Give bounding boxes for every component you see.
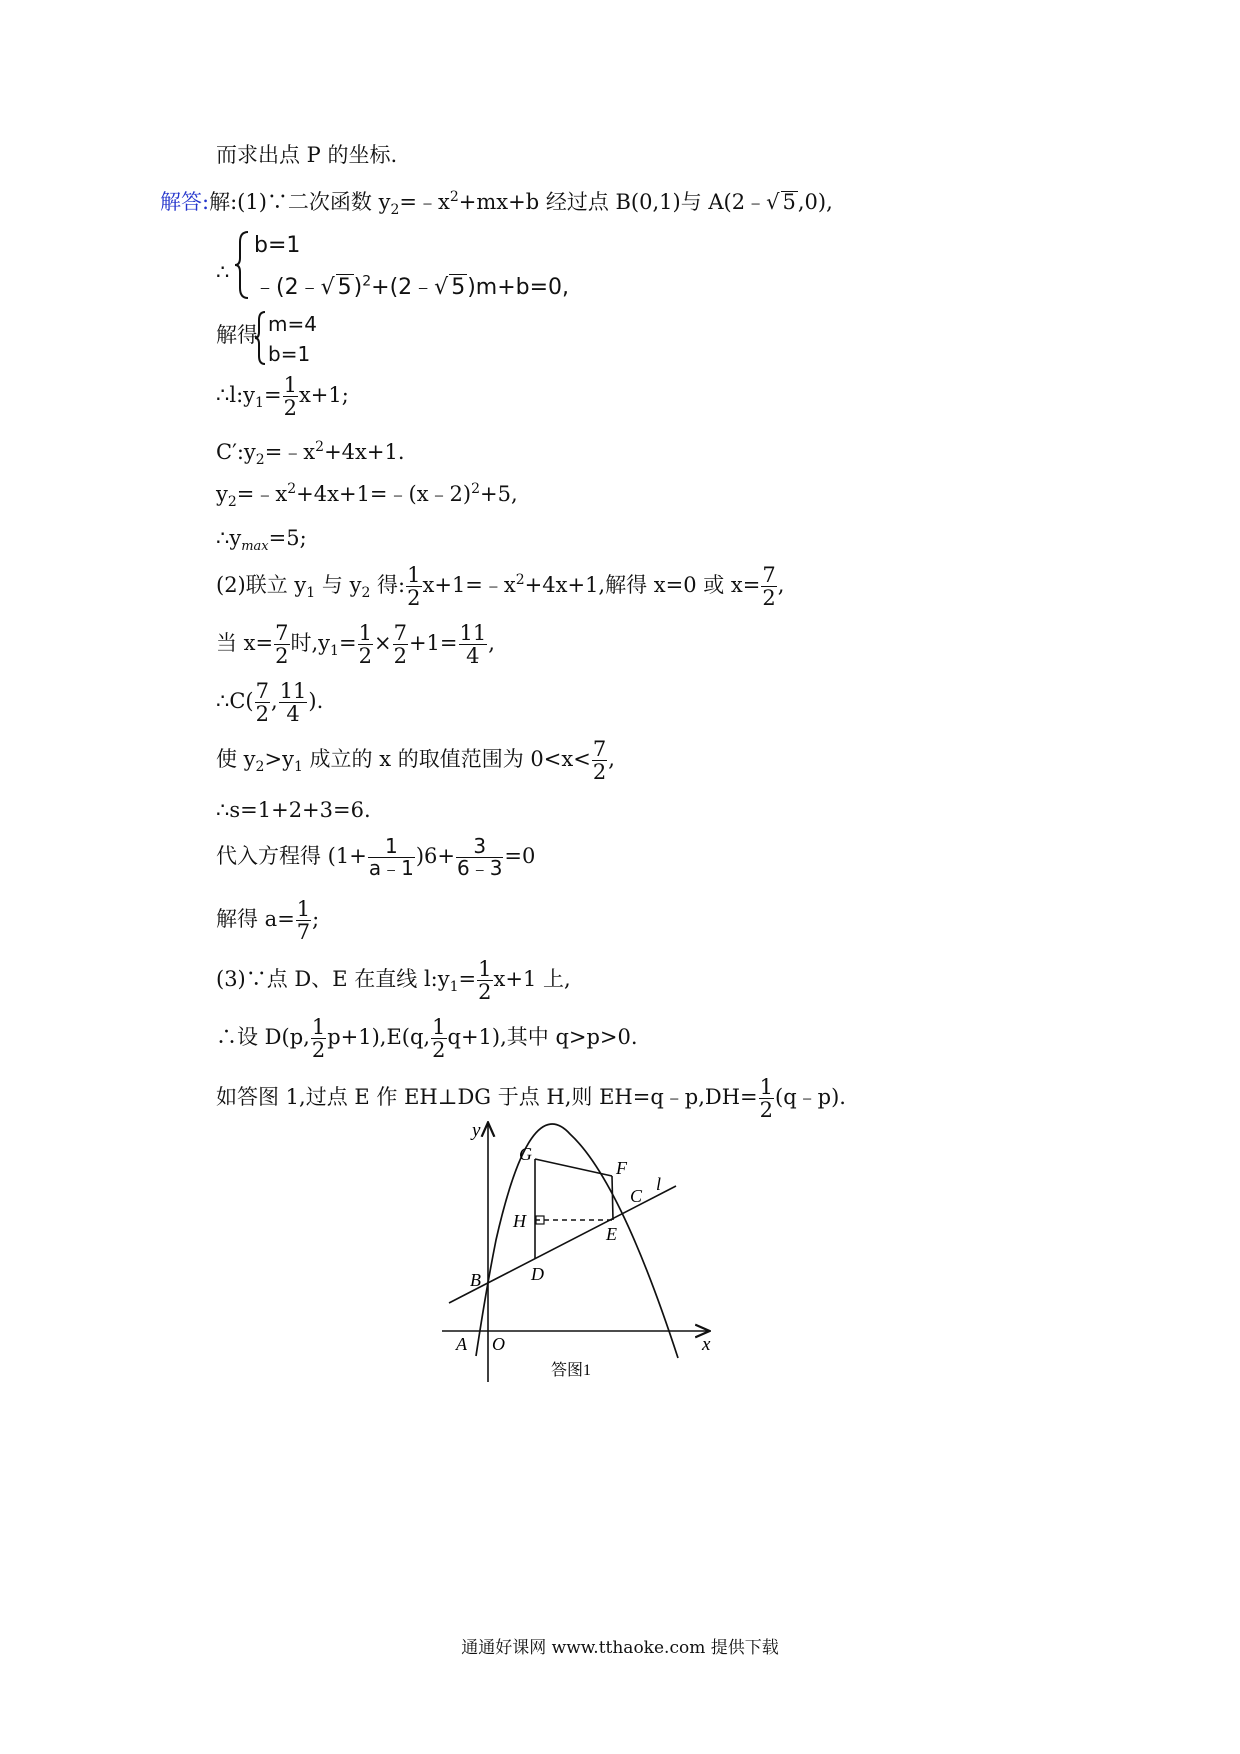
label-e: E xyxy=(606,1224,617,1244)
label-x: x xyxy=(702,1334,711,1355)
system-1-eq2: ﹣(2﹣√ 5)$^2$+(2﹣√ 5)m+b=0, xyxy=(254,273,570,300)
s-sum-line: ∴s=1+2+3=6. xyxy=(216,798,371,822)
answer-line-1: 解答:解:(1)∵二次函数 $y_2=﹣x^2+mx+b$ 经过点 B(0,1)与 A(2﹣√ 5,0), xyxy=(160,189,833,219)
parabola xyxy=(476,1124,678,1358)
eh-dh-line: 如答图 1,过点 E 作 EH⊥DG 于点 H,则 EH=q﹣p,DH= $\frac{1}{2}$ (q﹣p). xyxy=(216,1075,846,1123)
line-l-equation: $\therefore l:y_1=$ $\frac{1}{2}$ x+1; xyxy=(216,373,349,421)
label-d: D xyxy=(531,1264,544,1284)
answer-figure-1 xyxy=(430,1112,730,1388)
a-solution-line: 解得 a= $\frac{1}{7}$ ; xyxy=(216,897,320,945)
when-x-line: 当 x= $\frac{7}{2}$ 时$,y_1=$ $\frac{1}{2}$ × $\frac{7}{2}$ +1= $\frac{11}{4}$ , xyxy=(216,621,495,669)
label-a: A xyxy=(456,1334,467,1354)
label-h: H xyxy=(513,1211,526,1231)
set-de-line: ∴设 D(p, $\frac{1}{2}$ p+1),E(q, $\frac{1}{2}$ q+1),其中 q>p>0. xyxy=(216,1015,638,1063)
intro-line: 而求出点 P 的坐标. xyxy=(216,143,398,167)
label-o: O xyxy=(492,1334,505,1354)
therefore-1: ∴ xyxy=(216,260,230,284)
system-2-eq1: m=4 xyxy=(268,312,317,336)
curve-c-equation: $C':y_2=﹣x^2+4x+1$. xyxy=(216,439,405,469)
part-2-solve: (2)联立 $y_1$ 与 $y_2$ 得: $\frac{1}{2}$ $x+1=﹣x^2+4x+1$,解得 x=0 或 x= $\frac{7}{2}$ , xyxy=(216,563,785,611)
ymax-line: $\therefore y_{max}=5$; xyxy=(216,526,307,555)
answer-label: 解答: xyxy=(160,190,210,214)
system-1-eq1: b=1 xyxy=(254,233,301,258)
label-y: y xyxy=(472,1120,481,1141)
label-c: C xyxy=(630,1186,643,1206)
segment-gf xyxy=(535,1159,612,1176)
figure-caption: 答图1 xyxy=(551,1362,592,1379)
label-g: G xyxy=(519,1144,532,1164)
vertex-form: $y_2=﹣x^2+4x+1=﹣(x﹣2)^2+5$, xyxy=(216,481,518,511)
footer: 通通好课网 www.tthaoke.com 提供下载 xyxy=(461,1638,779,1658)
system-2-eq2: b=1 xyxy=(268,342,311,366)
segment-fe xyxy=(612,1176,613,1220)
solve-label: 解得 xyxy=(216,323,258,347)
brace-icon xyxy=(254,310,268,366)
label-f: F xyxy=(616,1158,627,1178)
substitute-line: 代入方程得 (1+ $\frac{1}{a﹣1}$ )6+ $\frac{3}{6﹣3}$ =0 xyxy=(216,834,536,880)
label-b: B xyxy=(470,1270,481,1290)
point-c-line: ∴C( $\frac{7}{2}$ , $\frac{11}{4}$ ). xyxy=(216,679,324,727)
range-line: 使 $y_2>y_1$ 成立的 x 的取值范围为 0<x< $\frac{7}{2}$ , xyxy=(216,737,615,785)
part-3-line: (3)∵点 D、E 在直线 $l:y_1=$ $\frac{1}{2}$ x+1 上, xyxy=(216,957,571,1005)
brace-icon xyxy=(234,230,252,300)
label-l: l xyxy=(656,1174,662,1194)
